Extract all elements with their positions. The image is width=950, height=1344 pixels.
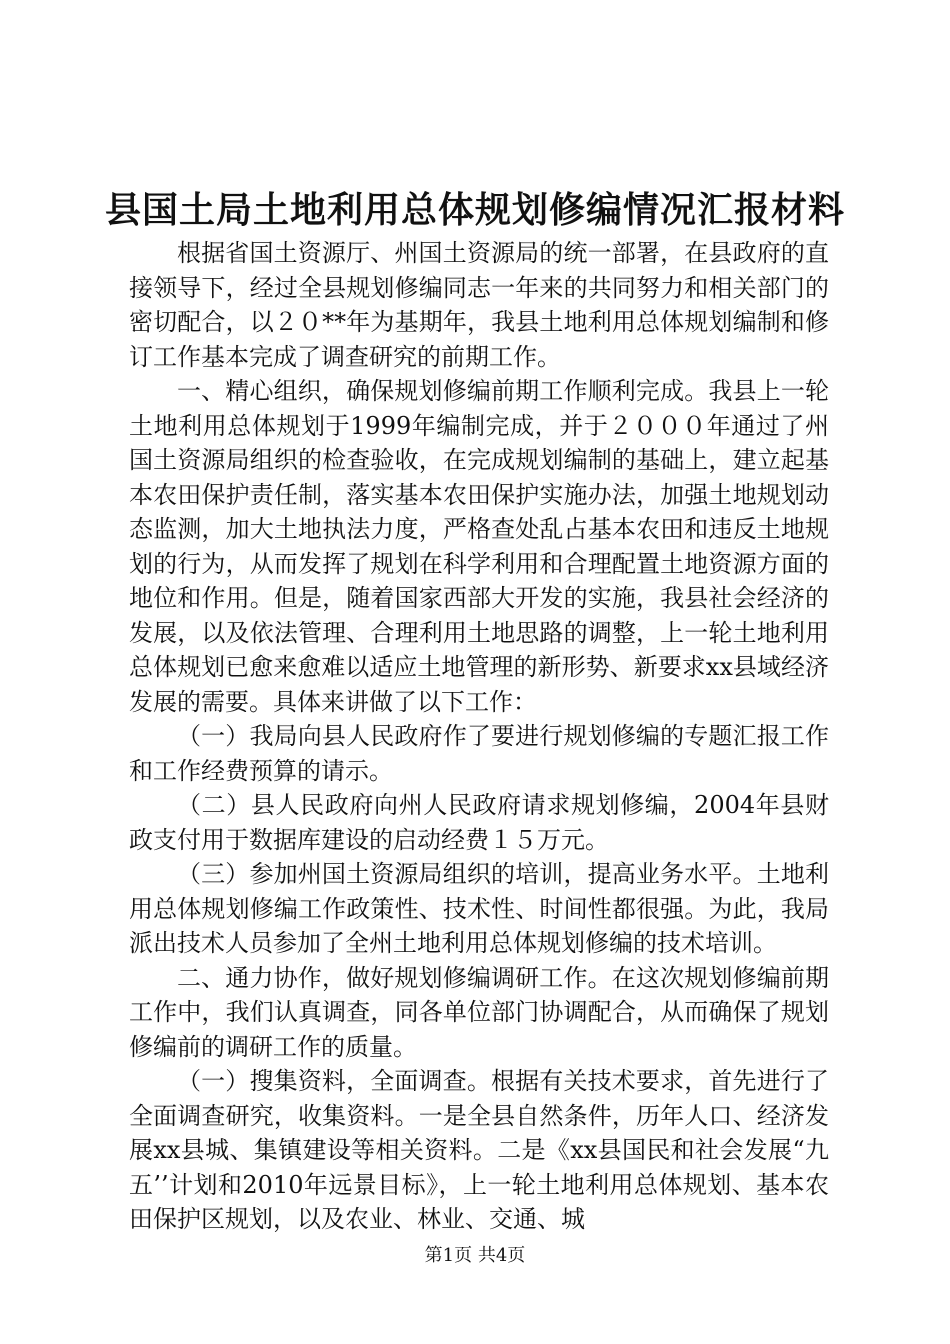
- paragraph-item-2-1: （一）搜集资料，全面调查。根据有关技术要求，首先进行了全面调查研究，收集资料。一是全县自然条件，历年人口、经济发展xx县城、集镇建设等相关资料。二是《xx县国民和社会发展“九五’’计划和2010年远景目标》，上一轮土地利用总体规划、基本农田保护区规划，以及农业、林业、交通、城: [129, 1067, 829, 1233]
- paragraph-section-2: 二、通力协作，做好规划修编调研工作。在这次规划修编前期工作中，我们认真调查，同各单位部门协调配合，从而确保了规划修编前的调研工作的质量。: [129, 963, 829, 1061]
- document-title: 县国土局土地利用总体规划修编情况汇报材料: [104, 189, 845, 231]
- page-number-footer: 第1页 共4页: [424, 1245, 526, 1266]
- document-body: [129, 236, 829, 1237]
- paragraph-intro: 根据省国土资源厅、州国土资源局的统一部署，在县政府的直接领导下，经过全县规划修编同志一年来的共同努力和相关部门的密切配合，以２０**年为基期年，我县土地利用总体规划编制和修订工作基本完成了调查研究的前期工作。: [129, 239, 829, 371]
- paragraph-item-1-3: （三）参加州国土资源局组织的培训，提高业务水平。土地利用总体规划修编工作政策性、技术性、时间性都很强。为此，我局派出技术人员参加了全州土地利用总体规划修编的技术培训。: [129, 860, 829, 957]
- paragraph-item-1-1: （一）我局向县人民政府作了要进行规划修编的专题汇报工作和工作经费预算的请示。: [129, 722, 829, 785]
- paragraph-section-1: 一、精心组织，确保规划修编前期工作顺利完成。我县上一轮土地利用总体规划于1999年编制完成，并于２０００年通过了州国土资源局组织的检查验收，在完成规划编制的基础上，建立起基本农田保护责任制，落实基本农田保护实施办法，加强土地规划动态监测，加大土地执法力度，严格查处乱占基本农田和违反土地规划的行为，从而发挥了规划在科学利用和合理配置土地资源方面的地位和作用。但是，随着国家西部大开发的实施，我县社会经济的发展，以及依法管理、合理利用土地思路的调整，上一轮土地利用总体规划已愈来愈难以适应土地管理的新形势、新要求xx县域经济发展的需要。具体来讲做了以下工作：: [129, 377, 829, 716]
- paragraph-item-1-2: （二）县人民政府向州人民政府请求规划修编，2004年县财政支付用于数据库建设的启动经费１５万元。: [129, 791, 829, 854]
